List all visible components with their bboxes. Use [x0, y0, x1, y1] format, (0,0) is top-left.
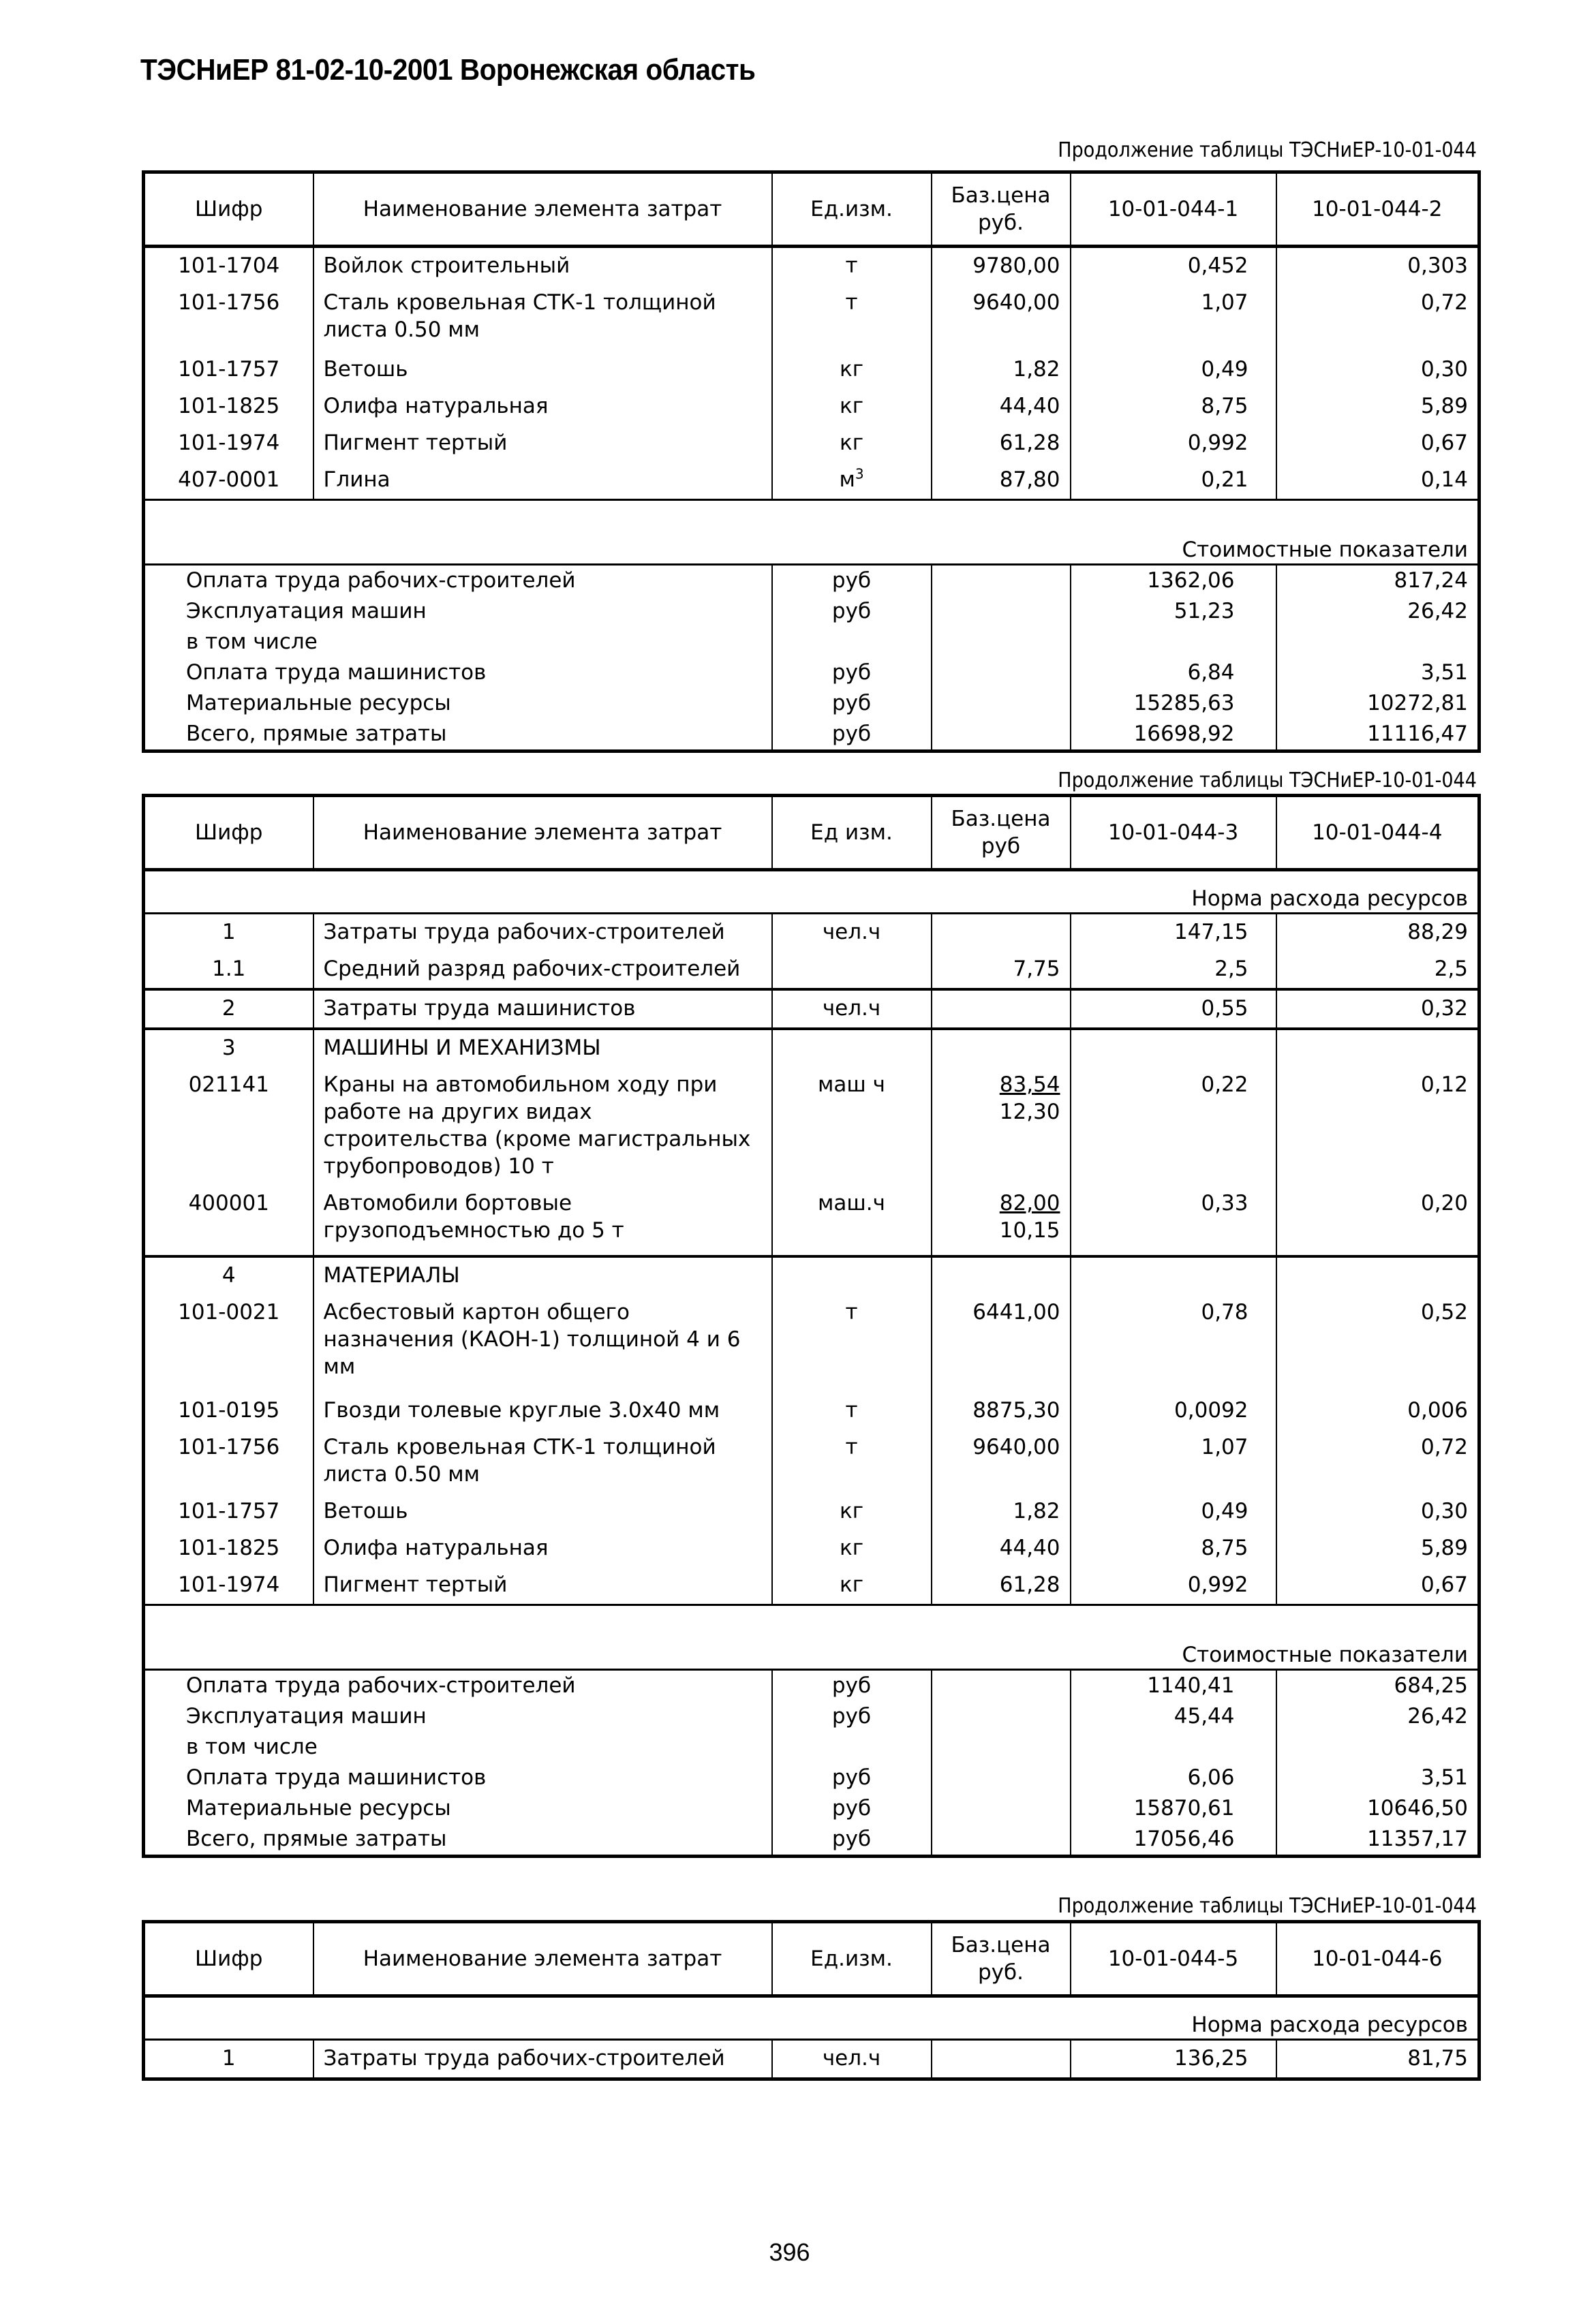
row-code: 101-1757	[144, 352, 313, 388]
column-header-c2: 10-01-044-2	[1276, 172, 1480, 247]
column-header-c1: 10-01-044-1	[1071, 172, 1276, 247]
summary-unit: руб	[772, 1793, 932, 1824]
summary-price-empty	[932, 1732, 1071, 1763]
row-unit	[772, 914, 932, 952]
table-row	[144, 1530, 1480, 1567]
table-row	[144, 1429, 1480, 1493]
row-unit-text: т	[845, 1300, 858, 1324]
table-row	[144, 425, 1480, 462]
row-code: 101-1825	[144, 388, 313, 425]
row-base-price-value: 9640,00	[972, 290, 1060, 315]
row-value-c1: 1,07	[1071, 285, 1276, 352]
summary-price-empty	[932, 627, 1071, 657]
row-base-price	[932, 2040, 1071, 2079]
summary-unit: руб	[772, 719, 932, 752]
row-unit-text: кг	[839, 357, 863, 382]
summary-unit: руб	[772, 1670, 932, 1702]
row-unit	[772, 951, 932, 989]
row-value-c1: 0,49	[1071, 352, 1276, 388]
row-unit-text: маш.ч	[818, 1191, 885, 1215]
table-caption: Продолжение таблицы ТЭСНиЕР-10-01-044	[1058, 769, 1477, 792]
section-band-label: Норма расхода ресурсов	[144, 870, 1480, 914]
column-header-c1: 10-01-044-5	[1071, 1922, 1276, 1996]
row-base-price	[932, 1530, 1071, 1567]
row-unit	[772, 247, 932, 285]
row-name: Олифа натуральная	[313, 1530, 772, 1567]
summary-row	[144, 1824, 1480, 1857]
table-caption: Продолжение таблицы ТЭСНиЕР-10-01-044	[1058, 138, 1477, 162]
summary-value-c2: 684,25	[1276, 1670, 1480, 1702]
row-name: Глина	[313, 462, 772, 500]
row-code: 407-0001	[144, 462, 313, 500]
row-unit	[772, 2040, 932, 2079]
row-base-price-value: 1,82	[1013, 357, 1060, 382]
summary-label: Эксплуатация машин	[186, 599, 427, 623]
row-name: Гвозди толевые круглые 3.0х40 мм	[313, 1393, 772, 1429]
row-base-price-wage: 12,30	[999, 1100, 1060, 1124]
row-base-price	[932, 285, 1071, 352]
row-value-c1: 0,992	[1071, 425, 1276, 462]
summary-price-empty	[932, 596, 1071, 627]
row-value-c1: 0,55	[1071, 989, 1276, 1029]
row-value-c2: 0,30	[1276, 1493, 1480, 1530]
summary-price-empty	[932, 1670, 1071, 1702]
summary-price-empty	[932, 1793, 1071, 1824]
row-value-c1	[1071, 1029, 1276, 1067]
summary-row	[144, 719, 1480, 752]
row-unit	[772, 1295, 932, 1393]
row-unit-text: кг	[839, 394, 863, 418]
section-band-label: Стоимостные показатели	[144, 1605, 1480, 1670]
row-unit	[772, 1530, 932, 1567]
row-unit-text: т	[845, 1398, 858, 1423]
summary-unit: руб	[772, 657, 932, 688]
row-value-c2: 0,72	[1276, 1429, 1480, 1493]
page-title: ТЭСНиЕР 81-02-10-2001 Воронежская область	[140, 53, 756, 87]
summary-value-c1: 16698,92	[1071, 719, 1276, 752]
summary-value-c1	[1071, 627, 1276, 657]
summary-value-c1: 1140,41	[1071, 1670, 1276, 1702]
column-header-code: Шифр	[144, 172, 313, 247]
row-unit-text: кг	[839, 1572, 863, 1597]
summary-value-c2: 26,42	[1276, 596, 1480, 627]
summary-row	[144, 1701, 1480, 1732]
row-value-c2: 0,72	[1276, 285, 1480, 352]
row-base-price	[932, 1029, 1071, 1067]
summary-value-c2: 10646,50	[1276, 1793, 1480, 1824]
row-unit-text: м	[839, 467, 855, 492]
summary-unit: руб	[772, 688, 932, 719]
table-row	[144, 2040, 1480, 2079]
row-base-price	[932, 1429, 1071, 1493]
row-base-price	[932, 951, 1071, 989]
section-band-label: Норма расхода ресурсов	[144, 1996, 1480, 2040]
row-value-c1: 2,5	[1071, 951, 1276, 989]
row-code: 101-1974	[144, 425, 313, 462]
row-value-c2: 5,89	[1276, 1530, 1480, 1567]
summary-value-c2	[1276, 627, 1480, 657]
summary-value-c2: 26,42	[1276, 1701, 1480, 1732]
resource-table-2	[142, 794, 1481, 1858]
summary-price-empty	[932, 565, 1071, 597]
row-code: 1.1	[144, 951, 313, 989]
summary-label: Оплата труда машинистов	[186, 660, 487, 685]
column-header-c2: 10-01-044-6	[1276, 1922, 1480, 1996]
summary-price-empty	[932, 688, 1071, 719]
row-value-c2: 0,52	[1276, 1295, 1480, 1393]
section-band	[144, 500, 1480, 565]
column-header-price: Баз.цена руб	[932, 796, 1071, 870]
row-value-c2: 0,303	[1276, 247, 1480, 285]
row-code: 3	[144, 1029, 313, 1067]
summary-row	[144, 565, 1480, 597]
summary-unit	[772, 627, 932, 657]
row-unit-text: кг	[839, 1499, 863, 1523]
summary-row	[144, 657, 1480, 688]
table-row	[144, 352, 1480, 388]
summary-value-c1: 45,44	[1071, 1701, 1276, 1732]
row-name: Автомобили бортовые грузоподъемностью до 5 т	[313, 1186, 772, 1256]
row-unit	[772, 388, 932, 425]
summary-unit	[772, 1732, 932, 1763]
table-row	[144, 285, 1480, 352]
row-value-c2: 0,67	[1276, 425, 1480, 462]
summary-row	[144, 627, 1480, 657]
summary-value-c1: 15870,61	[1071, 1793, 1276, 1824]
row-value-c2: 0,14	[1276, 462, 1480, 500]
row-code: 101-1756	[144, 1429, 313, 1493]
row-value-c1: 136,25	[1071, 2040, 1276, 2079]
summary-row	[144, 1732, 1480, 1763]
table-header-row	[144, 172, 1480, 247]
row-name: Сталь кровельная СТК-1 толщиной листа 0.50 мм	[313, 285, 772, 352]
table-row	[144, 247, 1480, 285]
summary-price-empty	[932, 1701, 1071, 1732]
row-base-price	[932, 1256, 1071, 1295]
row-value-c2	[1276, 1256, 1480, 1295]
row-base-price	[932, 914, 1071, 952]
row-value-c2: 81,75	[1276, 2040, 1480, 2079]
row-unit-text: чел.ч	[822, 2046, 881, 2071]
row-base-price	[932, 1186, 1071, 1256]
row-name: Ветошь	[313, 1493, 772, 1530]
row-unit	[772, 1186, 932, 1256]
column-header-c1: 10-01-044-3	[1071, 796, 1276, 870]
row-unit	[772, 352, 932, 388]
row-name: Затраты труда рабочих-строителей	[313, 914, 772, 952]
row-unit	[772, 1429, 932, 1493]
summary-unit: руб	[772, 565, 932, 597]
row-value-c2: 0,12	[1276, 1067, 1480, 1186]
row-value-c1	[1071, 1256, 1276, 1295]
row-base-price-value: 87,80	[999, 467, 1060, 492]
table-row	[144, 951, 1480, 989]
row-value-c1: 0,452	[1071, 247, 1276, 285]
summary-unit: руб	[772, 1701, 932, 1732]
column-header-name: Наименование элемента затрат	[313, 1922, 772, 1996]
row-code: 021141	[144, 1067, 313, 1186]
row-unit	[772, 1393, 932, 1429]
row-unit	[772, 285, 932, 352]
row-name: Краны на автомобильном ходу при работе на других видах строительства (кроме магистральных трубопроводов) 10 т	[313, 1067, 772, 1186]
summary-value-c1: 6,06	[1071, 1763, 1276, 1793]
row-code: 101-1704	[144, 247, 313, 285]
column-header-name: Наименование элемента затрат	[313, 172, 772, 247]
summary-value-c2: 3,51	[1276, 1763, 1480, 1793]
summary-value-c1: 17056,46	[1071, 1824, 1276, 1857]
page-number: 396	[769, 2238, 810, 2266]
row-name: Пигмент тертый	[313, 1567, 772, 1605]
row-base-price	[932, 462, 1071, 500]
summary-label: Эксплуатация машин	[186, 1704, 427, 1729]
column-header-code: Шифр	[144, 1922, 313, 1996]
summary-value-c2: 11357,17	[1276, 1824, 1480, 1857]
table-row	[144, 1029, 1480, 1067]
row-base-price-value: 8875,30	[972, 1398, 1060, 1423]
row-value-c2: 0,67	[1276, 1567, 1480, 1605]
summary-value-c1: 15285,63	[1071, 688, 1276, 719]
summary-label: в том числе	[186, 630, 318, 654]
row-name: Затраты труда машинистов	[313, 989, 772, 1029]
row-code: 101-1756	[144, 285, 313, 352]
row-unit	[772, 425, 932, 462]
table-header-row	[144, 1922, 1480, 1996]
summary-label: в том числе	[186, 1735, 318, 1759]
row-value-c2: 0,32	[1276, 989, 1480, 1029]
row-base-price-value: 44,40	[999, 394, 1060, 418]
summary-value-c1: 6,84	[1071, 657, 1276, 688]
row-unit	[772, 1256, 932, 1295]
row-base-price	[932, 352, 1071, 388]
summary-unit: руб	[772, 596, 932, 627]
row-base-price-value: 6441,00	[972, 1300, 1060, 1324]
row-unit-text: т	[845, 290, 858, 315]
row-value-c1: 8,75	[1071, 1530, 1276, 1567]
row-name: Сталь кровельная СТК-1 толщиной листа 0.50 мм	[313, 1429, 772, 1493]
column-header-c2: 10-01-044-4	[1276, 796, 1480, 870]
row-unit-text: маш ч	[818, 1072, 885, 1097]
section-band	[144, 1605, 1480, 1670]
row-code: 101-1974	[144, 1567, 313, 1605]
summary-value-c2: 817,24	[1276, 565, 1480, 597]
row-unit-text: кг	[839, 1536, 863, 1560]
row-name: Средний разряд рабочих-строителей	[313, 951, 772, 989]
row-base-price-value: 44,40	[999, 1536, 1060, 1560]
row-value-c1: 1,07	[1071, 1429, 1276, 1493]
row-value-c1: 0,992	[1071, 1567, 1276, 1605]
summary-value-c1: 1362,06	[1071, 565, 1276, 597]
row-code: 101-1825	[144, 1530, 313, 1567]
table-row	[144, 462, 1480, 500]
resource-table-1	[142, 170, 1481, 753]
summary-label: Оплата труда рабочих-строителей	[186, 568, 576, 593]
table-row	[144, 388, 1480, 425]
row-base-price	[932, 1067, 1071, 1186]
row-code: 101-0021	[144, 1295, 313, 1393]
summary-value-c2: 3,51	[1276, 657, 1480, 688]
row-unit	[772, 989, 932, 1029]
table-row	[144, 989, 1480, 1029]
summary-label: Материальные ресурсы	[186, 1796, 451, 1821]
row-base-price-value: 61,28	[999, 431, 1060, 455]
row-base-price-value: 1,82	[1013, 1499, 1060, 1523]
column-header-unit: Ед.изм.	[772, 1922, 932, 1996]
row-base-price	[932, 1493, 1071, 1530]
row-name: МАШИНЫ И МЕХАНИЗМЫ	[313, 1029, 772, 1067]
row-value-c1: 0,21	[1071, 462, 1276, 500]
row-base-price-value: 83,54	[999, 1072, 1060, 1097]
row-value-c2: 2,5	[1276, 951, 1480, 989]
table-header-row	[144, 796, 1480, 870]
section-band	[144, 870, 1480, 914]
summary-row	[144, 596, 1480, 627]
row-name: Войлок строительный	[313, 247, 772, 285]
summary-label: Всего, прямые затраты	[186, 1827, 447, 1851]
table-row	[144, 914, 1480, 952]
summary-row	[144, 1763, 1480, 1793]
row-name: Ветошь	[313, 352, 772, 388]
row-value-c2	[1276, 1029, 1480, 1067]
summary-row	[144, 1793, 1480, 1824]
row-unit	[772, 1493, 932, 1530]
row-name: Асбестовый картон общего назначения (КАОН-1) толщиной 4 и 6 мм	[313, 1295, 772, 1393]
summary-value-c1	[1071, 1732, 1276, 1763]
row-base-price	[932, 388, 1071, 425]
section-band-label: Стоимостные показатели	[144, 500, 1480, 565]
row-unit	[772, 1029, 932, 1067]
summary-price-empty	[932, 657, 1071, 688]
summary-price-empty	[932, 1763, 1071, 1793]
column-header-unit: Ед изм.	[772, 796, 932, 870]
summary-label: Материальные ресурсы	[186, 691, 451, 715]
table-row	[144, 1393, 1480, 1429]
row-base-price-value: 9640,00	[972, 1435, 1060, 1459]
row-value-c2: 0,20	[1276, 1186, 1480, 1256]
row-value-c2: 0,30	[1276, 352, 1480, 388]
section-band	[144, 1996, 1480, 2040]
resource-table-3	[142, 1920, 1481, 2081]
row-value-c1: 8,75	[1071, 388, 1276, 425]
row-unit-superscript: 3	[855, 465, 864, 482]
row-name: Затраты труда рабочих-строителей	[313, 2040, 772, 2079]
summary-unit: руб	[772, 1824, 932, 1857]
row-code: 101-1757	[144, 1493, 313, 1530]
summary-price-empty	[932, 1824, 1071, 1857]
row-unit-text: кг	[839, 431, 863, 455]
summary-label: Всего, прямые затраты	[186, 722, 447, 746]
table-row	[144, 1067, 1480, 1186]
table-row	[144, 1493, 1480, 1530]
row-base-price	[932, 1295, 1071, 1393]
row-value-c1: 0,0092	[1071, 1393, 1276, 1429]
summary-value-c2: 11116,47	[1276, 719, 1480, 752]
row-base-price-value: 61,28	[999, 1572, 1060, 1597]
row-base-price	[932, 247, 1071, 285]
summary-unit: руб	[772, 1763, 932, 1793]
row-unit-text: чел.ч	[822, 996, 881, 1021]
row-value-c1: 0,33	[1071, 1186, 1276, 1256]
row-base-price	[932, 1567, 1071, 1605]
row-base-price-value: 82,00	[999, 1191, 1060, 1215]
row-base-price-wage: 10,15	[999, 1218, 1060, 1243]
row-name: Пигмент тертый	[313, 425, 772, 462]
row-code: 4	[144, 1256, 313, 1295]
row-code: 1	[144, 914, 313, 952]
column-header-price: Баз.цена руб.	[932, 172, 1071, 247]
column-header-code: Шифр	[144, 796, 313, 870]
row-code: 101-0195	[144, 1393, 313, 1429]
row-unit-text: т	[845, 253, 858, 278]
row-base-price	[932, 425, 1071, 462]
summary-value-c1: 51,23	[1071, 596, 1276, 627]
row-unit-text: чел.ч	[822, 920, 881, 944]
summary-row	[144, 688, 1480, 719]
row-value-c1: 0,22	[1071, 1067, 1276, 1186]
row-value-c2: 88,29	[1276, 914, 1480, 952]
summary-price-empty	[932, 719, 1071, 752]
row-value-c1: 0,49	[1071, 1493, 1276, 1530]
row-unit	[772, 1067, 932, 1186]
row-unit	[772, 462, 932, 500]
row-base-price	[932, 989, 1071, 1029]
row-base-price	[932, 1393, 1071, 1429]
table-caption: Продолжение таблицы ТЭСНиЕР-10-01-044	[1058, 1894, 1477, 1918]
row-code: 400001	[144, 1186, 313, 1256]
summary-value-c2	[1276, 1732, 1480, 1763]
row-name: МАТЕРИАЛЫ	[313, 1256, 772, 1295]
row-unit	[772, 1567, 932, 1605]
table-row	[144, 1567, 1480, 1605]
row-value-c2: 0,006	[1276, 1393, 1480, 1429]
row-value-c1: 0,78	[1071, 1295, 1276, 1393]
table-row	[144, 1256, 1480, 1295]
row-base-price-value: 9780,00	[972, 253, 1060, 278]
row-unit-text: т	[845, 1435, 858, 1459]
row-name: Олифа натуральная	[313, 388, 772, 425]
row-value-c1: 147,15	[1071, 914, 1276, 952]
row-value-c2: 5,89	[1276, 388, 1480, 425]
summary-label: Оплата труда машинистов	[186, 1765, 487, 1790]
row-base-price-value: 7,75	[1013, 957, 1060, 981]
column-header-name: Наименование элемента затрат	[313, 796, 772, 870]
row-code: 2	[144, 989, 313, 1029]
summary-value-c2: 10272,81	[1276, 688, 1480, 719]
table-row	[144, 1295, 1480, 1393]
summary-label: Оплата труда рабочих-строителей	[186, 1673, 576, 1698]
summary-row	[144, 1670, 1480, 1702]
column-header-unit: Ед.изм.	[772, 172, 932, 247]
column-header-price: Баз.цена руб.	[932, 1922, 1071, 1996]
table-row	[144, 1186, 1480, 1256]
row-code: 1	[144, 2040, 313, 2079]
